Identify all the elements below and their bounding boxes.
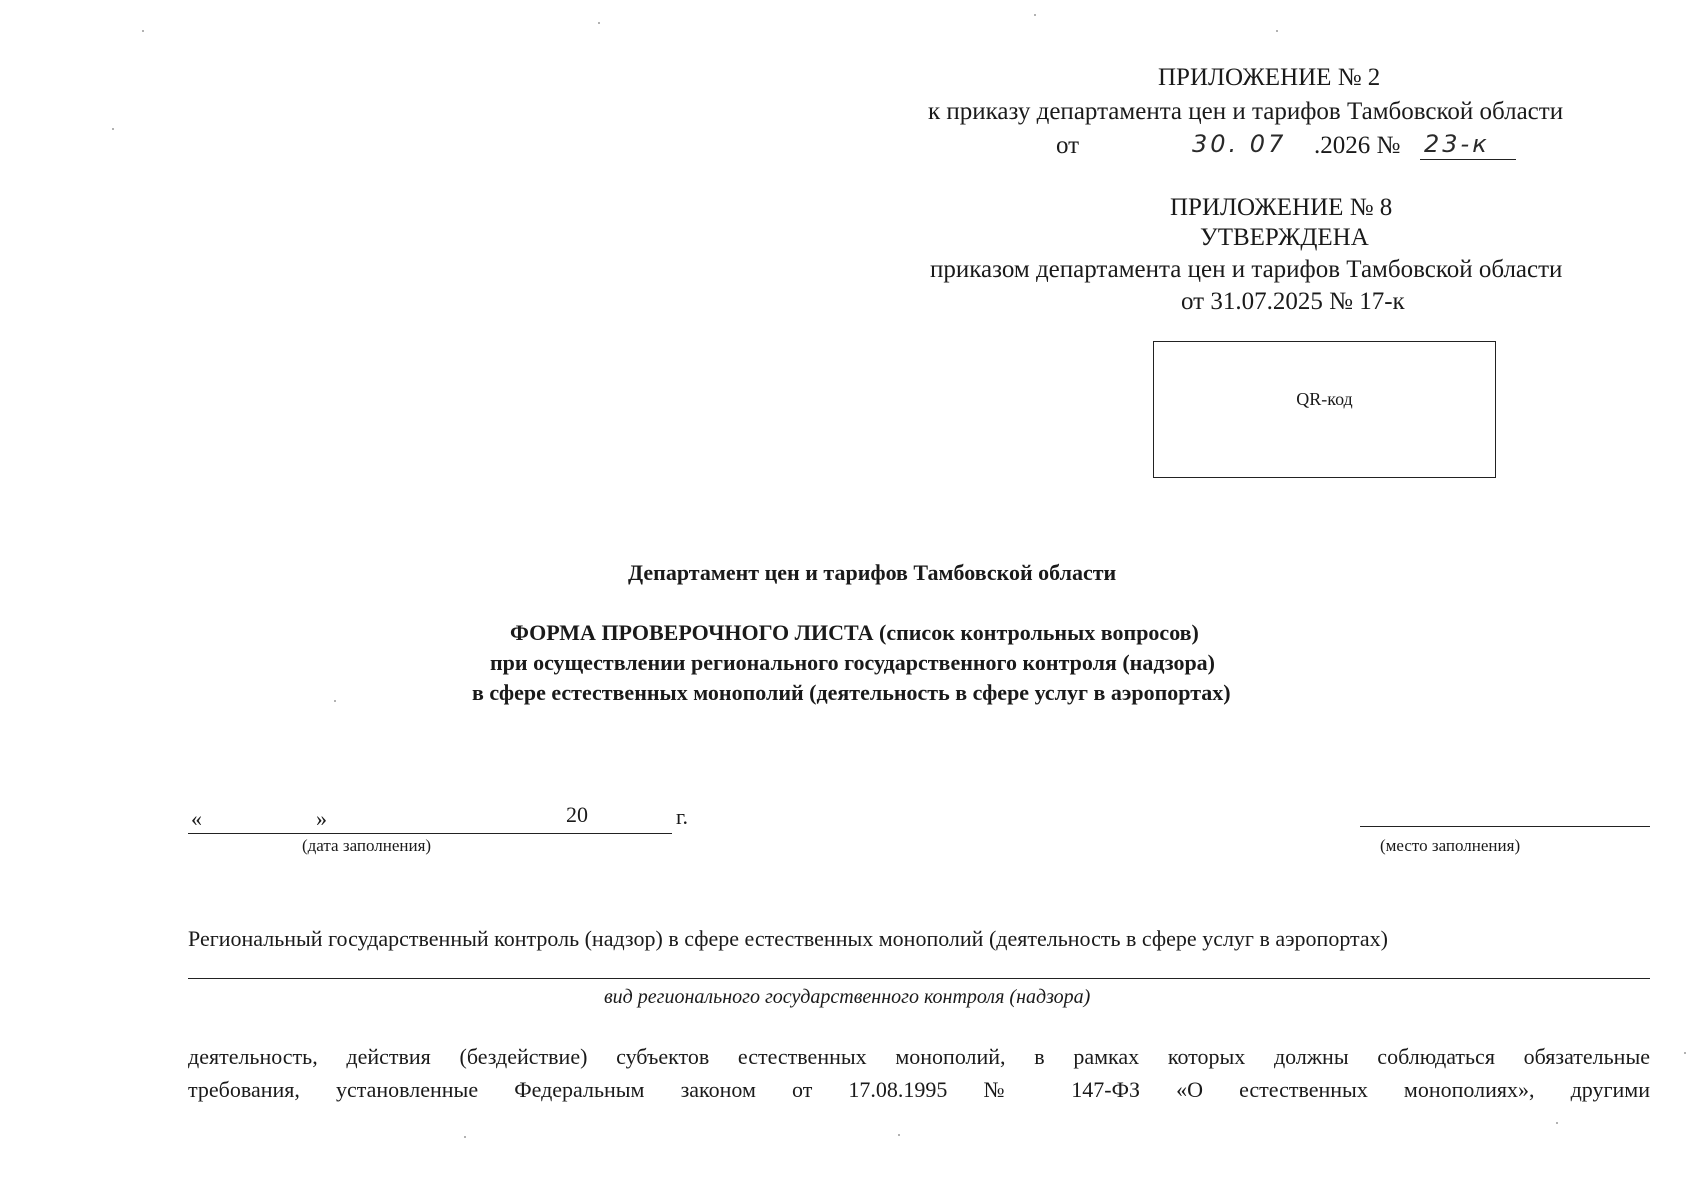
place-fill-line[interactable] — [1360, 826, 1650, 827]
control-kind-underline — [188, 978, 1650, 979]
scan-speck — [464, 1136, 466, 1138]
place-caption: (место заполнения) — [1380, 836, 1521, 855]
scan-speck — [1276, 30, 1278, 32]
appendix2-number-underline — [1420, 159, 1516, 160]
appendix2-year-number: .2026 № — [1314, 132, 1401, 159]
date-fill-line[interactable] — [188, 833, 672, 834]
date-century: 20 — [566, 802, 588, 827]
date-caption: (дата заполнения) — [302, 836, 432, 855]
qr-code-box — [1153, 341, 1496, 478]
appendix2-handwritten-date: 30. 07 — [1192, 130, 1287, 158]
scan-speck — [598, 22, 600, 24]
scan-speck — [112, 128, 114, 130]
form-title-line3: в сфере естественных монополий (деятельность в сфере услуг в аэропортах) — [472, 680, 1231, 705]
form-title-line2: при осуществлении регионального государственного контроля (надзора) — [490, 650, 1216, 675]
body-line-2: требования, установленные Федеральным законом от 17.08.1995 № 147-ФЗ «О естественных монополиях», другими — [188, 1077, 1650, 1102]
control-kind-value: Региональный государственный контроль (надзор) в сфере естественных монополий (деятельность в сфере услуг в аэропортах) — [188, 926, 1389, 951]
date-open-quote: « — [191, 806, 202, 831]
control-kind-caption: вид регионального государственного контроля (надзора) — [604, 986, 1091, 1008]
date-year-abbr: г. — [676, 804, 689, 829]
scan-speck — [1684, 1052, 1686, 1054]
scan-speck — [1556, 1122, 1558, 1124]
scan-speck — [142, 30, 144, 32]
appendix2-handwritten-number: 23-к — [1424, 130, 1490, 158]
date-close-quote: » — [316, 806, 327, 831]
appendix8-order-line: приказом департамента цен и тарифов Тамбовской области — [930, 256, 1563, 283]
scan-speck — [898, 1134, 900, 1136]
appendix2-order-line: к приказу департамента цен и тарифов Тамбовской области — [928, 98, 1564, 125]
department-heading: Департамент цен и тарифов Тамбовской области — [628, 560, 1117, 585]
appendix2-from-label: от — [1056, 132, 1080, 159]
appendix8-order-date: от 31.07.2025 № 17-к — [1181, 288, 1405, 315]
scan-speck — [1034, 14, 1036, 16]
body-line-1: деятельность, действия (бездействие) субъектов естественных монополий, в рамках которых должны соблюдаться обязательные — [188, 1044, 1650, 1069]
scan-speck — [334, 700, 336, 702]
appendix2-title: ПРИЛОЖЕНИЕ № 2 — [1158, 64, 1381, 91]
form-title-line1: ФОРМА ПРОВЕРОЧНОГО ЛИСТА (список контрольных вопросов) — [510, 620, 1199, 645]
qr-code-label: QR-код — [1296, 389, 1353, 409]
appendix8-approved: УТВЕРЖДЕНА — [1200, 224, 1369, 251]
appendix8-title: ПРИЛОЖЕНИЕ № 8 — [1170, 194, 1393, 221]
